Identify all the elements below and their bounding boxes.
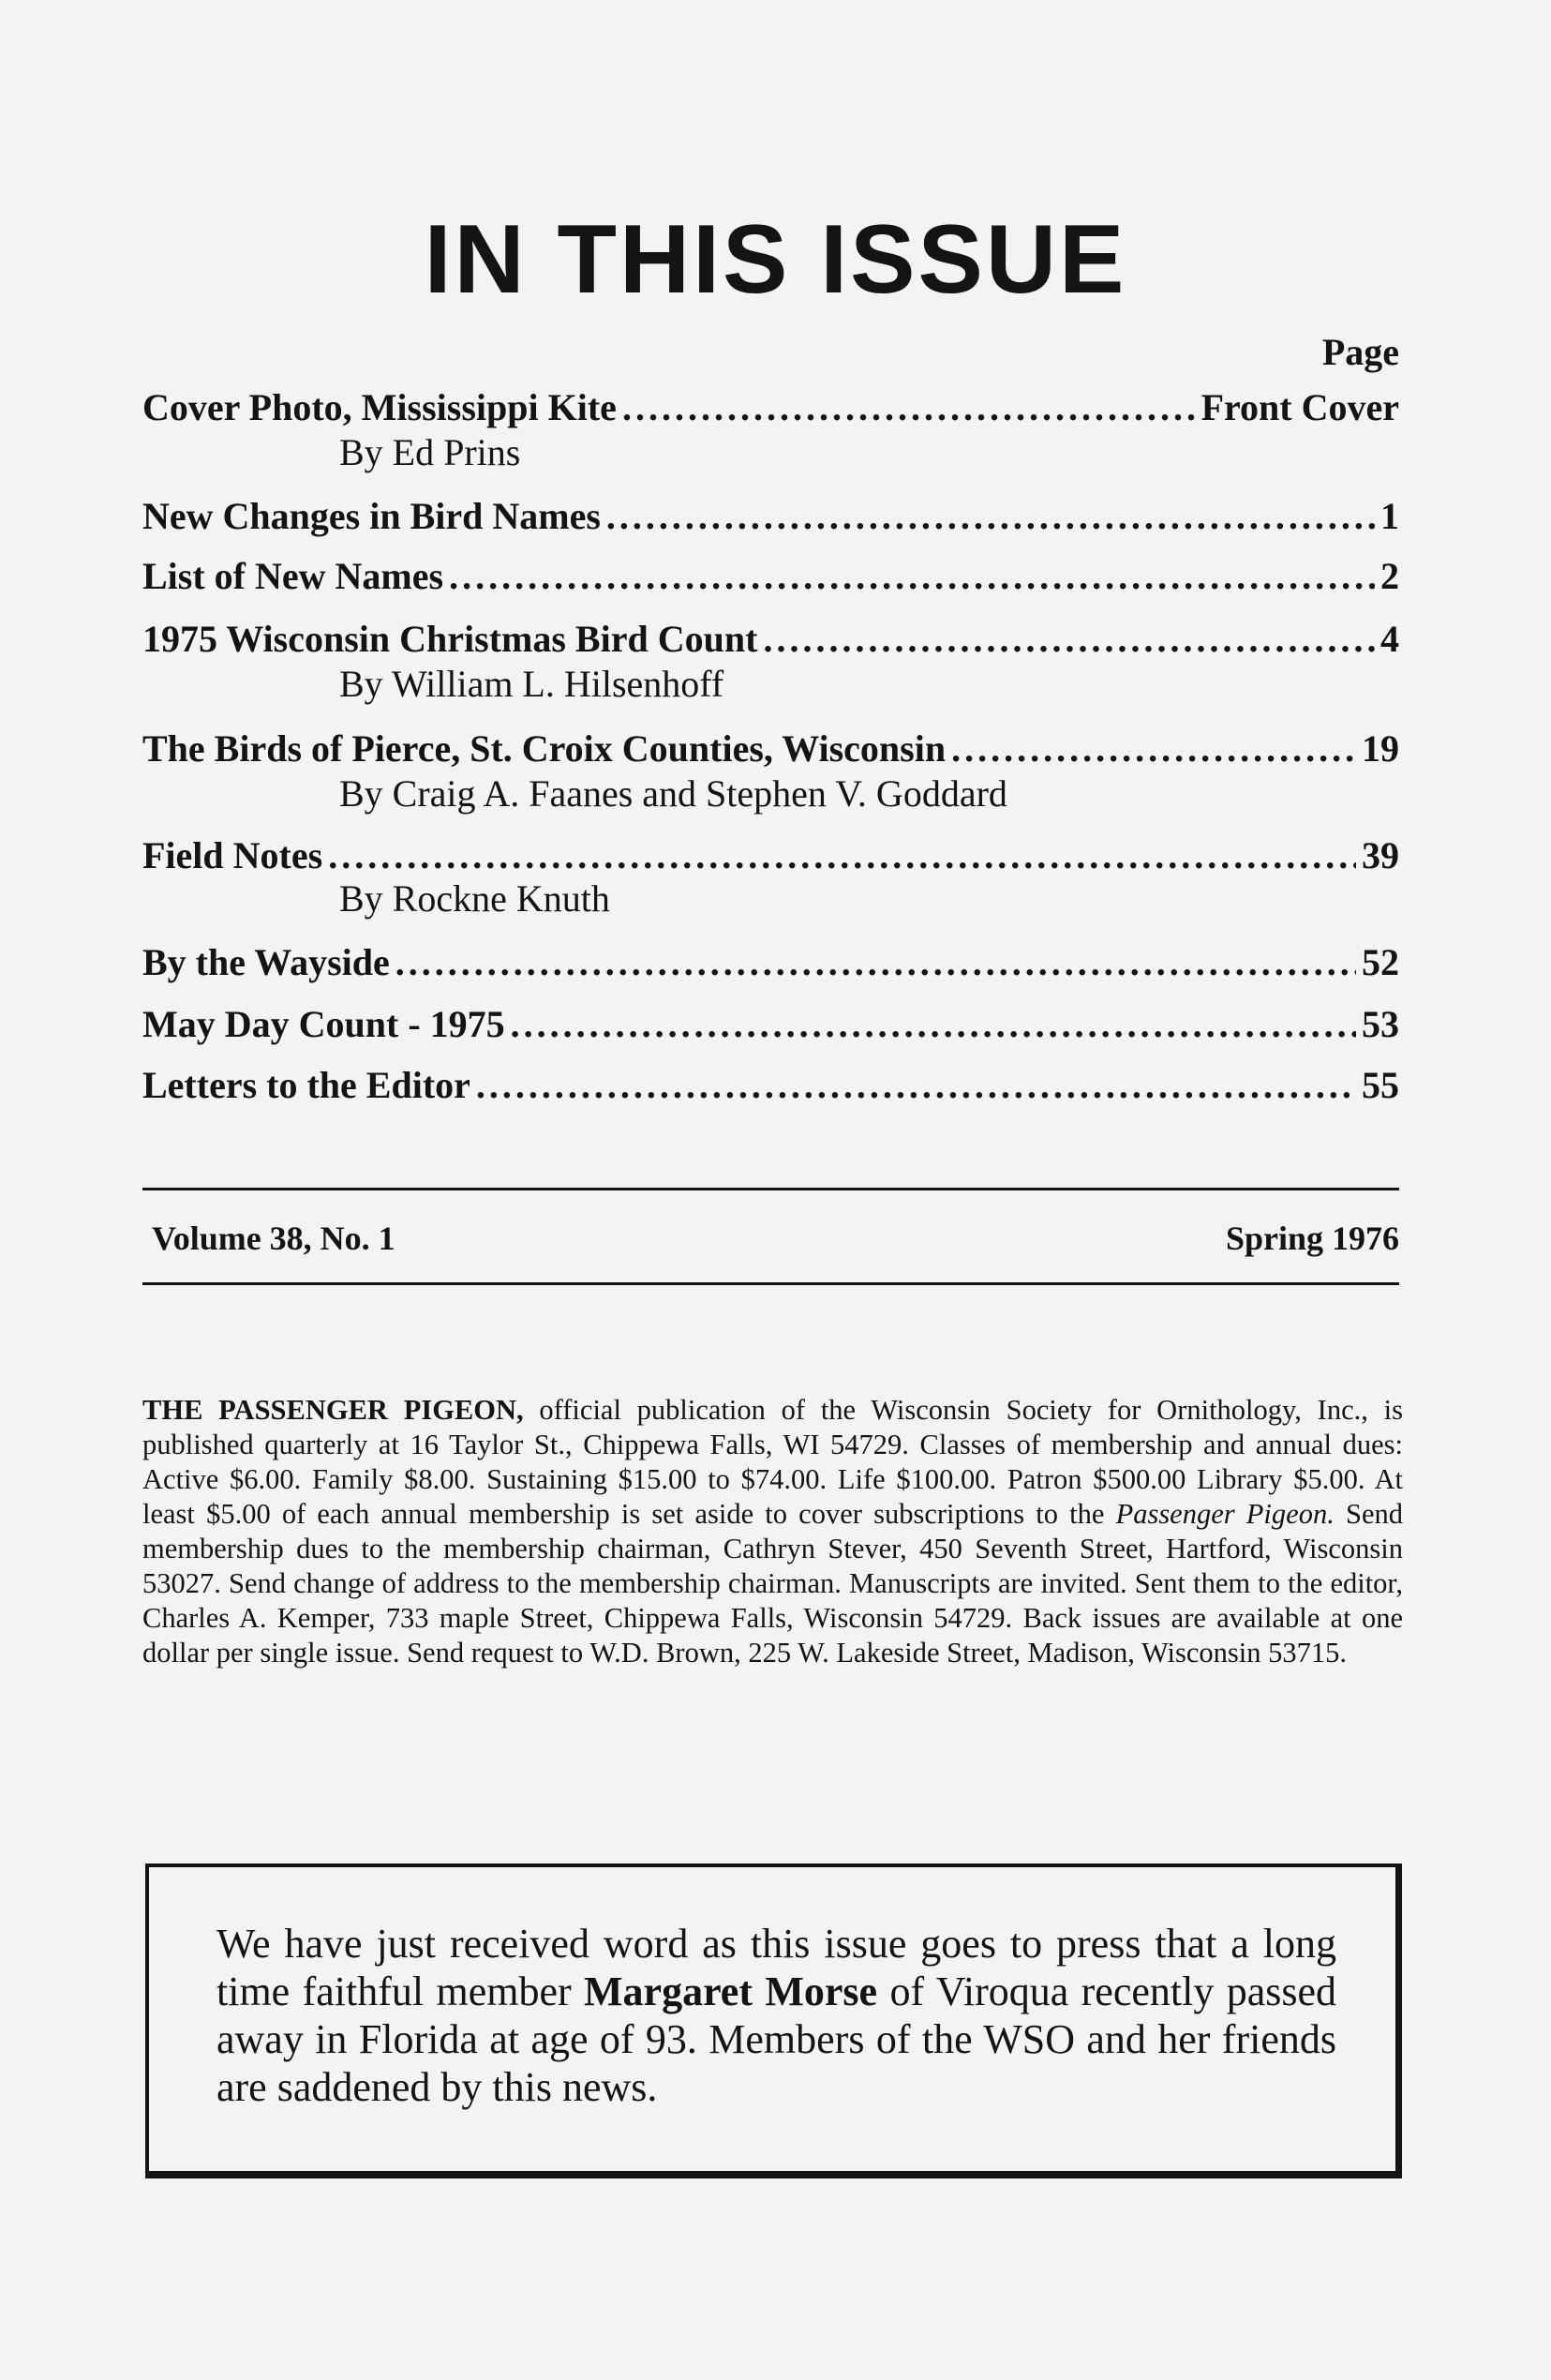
toc-entry-title: Cover Photo, Mississippi Kite: [142, 386, 617, 428]
publication-name: THE PASSENGER PIGEON,: [142, 1394, 524, 1426]
toc-entry-page: 53: [1362, 1003, 1399, 1045]
toc-entry-title: The Birds of Pierce, St. Croix Counties, Wisconsin: [142, 727, 947, 770]
toc-leader-dots: [606, 493, 1375, 540]
toc-leader-dots: [951, 726, 1356, 772]
toc-leader-dots: [622, 384, 1196, 431]
toc-entry-cover-photo: [142, 384, 1399, 431]
issue-season: Spring 1976: [1225, 1220, 1399, 1257]
memorial-notice-box: [145, 1864, 1402, 2178]
notice-text: We have just received word as this issue goes to press that a long time faithful member: [216, 1921, 1336, 2014]
toc-leader-dots: [511, 1001, 1356, 1048]
member-name: Margaret Morse: [584, 1968, 878, 2014]
toc-entry-byline: By William L. Hilsenhoff: [339, 663, 724, 705]
toc-entry-field-notes: [142, 832, 1399, 879]
toc-entry-title: 1975 Wisconsin Christmas Bird Count: [142, 618, 758, 660]
toc-leader-dots: [476, 1062, 1356, 1109]
toc-leader-dots: [763, 616, 1375, 663]
volume-number: Volume 38, No. 1: [152, 1220, 395, 1257]
toc-entry-title: By the Wayside: [142, 941, 390, 983]
toc-entry-page: 19: [1362, 727, 1399, 770]
toc-entry-christmas-bird-count: [142, 616, 1399, 663]
toc-entry-page: 55: [1362, 1064, 1399, 1106]
toc-entry-byline: By Craig A. Faanes and Stephen V. Goddard: [339, 772, 1007, 815]
notice-text: of Viroqua recently passed away in Florida at age of 93. Members of the WSO and her friends are saddened by this news.: [216, 1968, 1337, 2110]
toc-entry-bird-names: [142, 493, 1399, 540]
toc-entry-page: 1: [1380, 495, 1399, 537]
page-title: IN THIS ISSUE: [424, 205, 1127, 314]
toc-entry-title: Field Notes: [142, 834, 323, 876]
toc-entry-letters-to-editor: [142, 1062, 1399, 1109]
toc-entry-title: New Changes in Bird Names: [142, 495, 601, 537]
publication-text: official publication of the Wisconsin Society for Ornithology, Inc., is published quarterly at 16 Taylor St., Chippewa Falls, WI 54729. Classes of membership and annual dues: Active $6.00. Family $8.00. Sustaining $15.00 to $74.00. Life $100.00. Patron $500.00 Library $5.00. At least $5.00 of each annual membership is set aside to cover subscriptions to the: [142, 1394, 1403, 1530]
toc-entry-byline: By Ed Prins: [339, 431, 521, 473]
toc-entry-new-names-list: [142, 553, 1399, 600]
divider-top: [142, 1188, 1399, 1190]
toc-leader-dots: [395, 939, 1356, 986]
memorial-notice-text: [216, 1920, 1336, 2111]
publication-info: [142, 1393, 1403, 1670]
toc-entry-title: Letters to the Editor: [142, 1064, 470, 1106]
toc-entry-page: 39: [1362, 834, 1399, 876]
toc-entry-may-day-count: [142, 1001, 1399, 1048]
toc-entry-page: 4: [1380, 618, 1399, 660]
toc-entry-page: 52: [1362, 941, 1399, 983]
toc-entry-page: Front Cover: [1201, 386, 1399, 428]
divider-bottom: [142, 1282, 1399, 1285]
toc-entry-title: May Day Count - 1975: [142, 1003, 505, 1045]
toc-leader-dots: [328, 832, 1356, 879]
toc-entry-title: List of New Names: [142, 555, 444, 597]
toc-leader-dots: [449, 553, 1375, 600]
toc-entry-page: 2: [1380, 555, 1399, 597]
toc-entry-by-the-wayside: [142, 939, 1399, 986]
journal-name: Passenger Pigeon.: [1115, 1498, 1335, 1530]
page-column-heading: Page: [1321, 331, 1399, 373]
toc-entry-birds-of-pierce: [142, 726, 1399, 772]
toc-entry-byline: By Rockne Knuth: [339, 877, 610, 920]
publication-text: Send membership dues to the membership chairman, Cathryn Stever, 450 Seventh Street, Hartford, Wisconsin 53027. Send change of address to the membership chairman. Manuscripts are invited. Sent them to the editor, Charles A. Kemper, 733 maple Street, Chippewa Falls, Wisconsin 54729. Back issues are available at one dollar per single issue. Send request to W.D. Brown, 225 W. Lakeside Street, Madison, Wisconsin 53715.: [142, 1498, 1403, 1669]
